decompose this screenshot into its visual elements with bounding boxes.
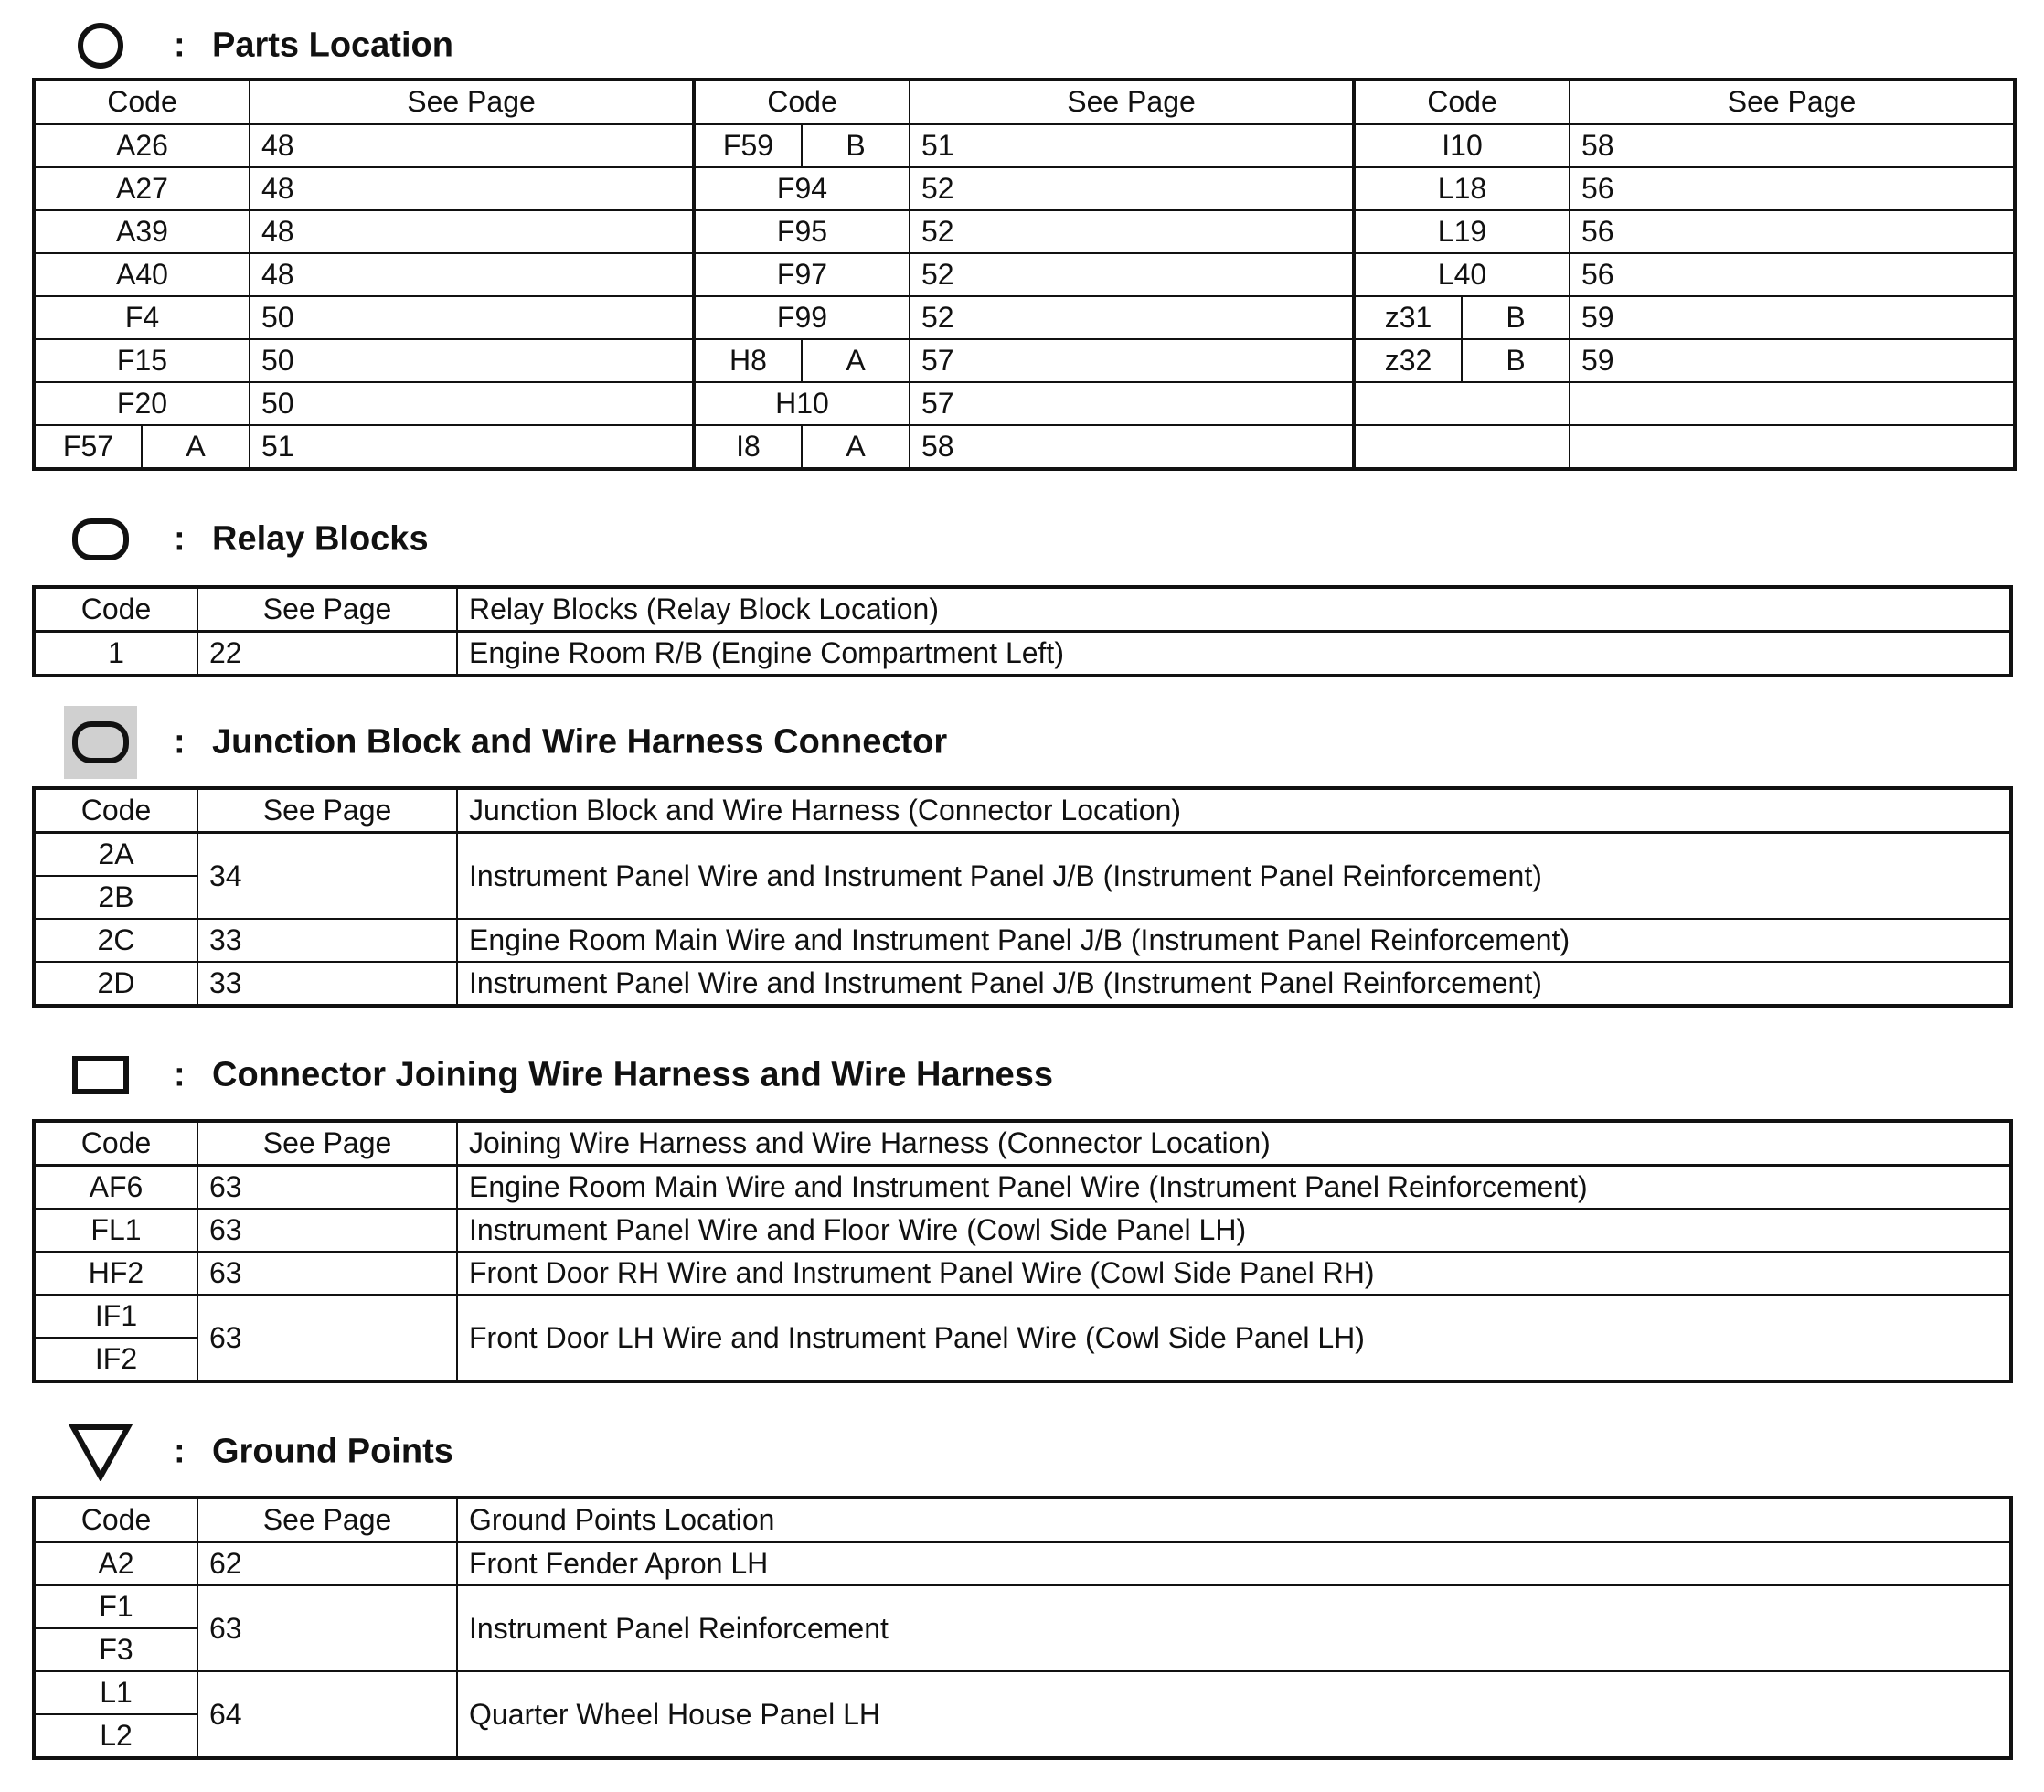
section-title: Junction Block and Wire Harness Connector — [212, 722, 948, 762]
shaded-rounded-rectangle-icon — [64, 706, 137, 779]
description-cell: Quarter Wheel House Panel LH — [457, 1671, 2011, 1758]
code-cell: F1 — [34, 1585, 197, 1628]
table-row — [34, 1209, 2011, 1252]
page-cell: 63 — [197, 1252, 457, 1295]
section-title: Connector Joining Wire Harness and Wire Harness — [212, 1055, 1053, 1094]
page-cell: 58 — [1570, 124, 2015, 168]
page-cell: 57 — [910, 382, 1354, 425]
column-header-code: Code — [34, 587, 197, 632]
code-cell: A26 — [34, 124, 250, 168]
page-cell: 56 — [1570, 253, 2015, 296]
code-suffix-cell: A — [802, 425, 910, 469]
description-cell: Front Door RH Wire and Instrument Panel Wire (Cowl Side Panel RH) — [457, 1252, 2011, 1295]
page-cell: 59 — [1570, 296, 2015, 339]
code-cell: 1 — [34, 632, 197, 677]
page-cell: 33 — [197, 962, 457, 1006]
page-cell: 52 — [910, 167, 1354, 210]
code-cell: IF2 — [34, 1338, 197, 1381]
page-cell: 22 — [197, 632, 457, 677]
code-cell: A39 — [34, 210, 250, 253]
code-cell: 2C — [34, 919, 197, 962]
rectangle-icon — [64, 1039, 137, 1112]
table-row — [34, 833, 2011, 877]
code-cell: A27 — [34, 167, 250, 210]
page-cell — [1570, 382, 2015, 425]
code-cell: I8 — [694, 425, 802, 469]
column-header-description: Ground Points Location — [457, 1498, 2011, 1542]
page-cell: 51 — [910, 124, 1354, 168]
page-cell: 52 — [910, 210, 1354, 253]
code-cell: F15 — [34, 339, 250, 382]
code-cell: z31 — [1354, 296, 1462, 339]
code-cell: L18 — [1354, 167, 1570, 210]
page-cell: 34 — [197, 833, 457, 920]
code-cell: L19 — [1354, 210, 1570, 253]
table-row — [34, 124, 2015, 168]
code-cell: HF2 — [34, 1252, 197, 1295]
code-suffix-cell: B — [802, 124, 910, 168]
code-cell: 2D — [34, 962, 197, 1006]
code-suffix-cell: B — [1462, 339, 1570, 382]
column-header-description: Relay Blocks (Relay Block Location) — [457, 587, 2011, 632]
column-header-description: Joining Wire Harness and Wire Harness (Connector Location) — [457, 1121, 2011, 1166]
code-cell — [1354, 425, 1570, 469]
page-cell: 63 — [197, 1166, 457, 1210]
code-cell: H8 — [694, 339, 802, 382]
table-row — [34, 253, 2015, 296]
code-cell: F57 — [34, 425, 142, 469]
page-cell: 50 — [250, 296, 694, 339]
column-header-see-page: See Page — [197, 587, 457, 632]
parts-location-table — [32, 78, 2017, 471]
description-cell: Engine Room Main Wire and Instrument Panel J/B (Instrument Panel Reinforcement) — [457, 919, 2011, 962]
code-suffix-cell: B — [1462, 296, 1570, 339]
column-header-see-page: See Page — [1570, 80, 2015, 124]
table-row — [34, 382, 2015, 425]
code-cell — [1354, 382, 1570, 425]
code-suffix-cell: A — [802, 339, 910, 382]
code-cell: z32 — [1354, 339, 1462, 382]
heading-colon: : — [174, 26, 186, 65]
heading-colon: : — [174, 1055, 186, 1094]
page-cell: 48 — [250, 167, 694, 210]
table-row — [34, 210, 2015, 253]
code-cell: A40 — [34, 253, 250, 296]
code-cell: AF6 — [34, 1166, 197, 1210]
column-header-see-page: See Page — [197, 1498, 457, 1542]
ground-points-table — [32, 1496, 2013, 1760]
description-cell: Instrument Panel Wire and Instrument Panel J/B (Instrument Panel Reinforcement) — [457, 833, 2011, 920]
description-cell: Engine Room R/B (Engine Compartment Left) — [457, 632, 2011, 677]
triangle-down-icon — [64, 1415, 137, 1488]
page-cell: 59 — [1570, 339, 2015, 382]
code-cell: F94 — [694, 167, 910, 210]
page-cell: 63 — [197, 1295, 457, 1381]
connector-joining-table — [32, 1119, 2013, 1383]
description-cell: Instrument Panel Reinforcement — [457, 1585, 2011, 1671]
table-row — [34, 962, 2011, 1006]
section-title: Parts Location — [212, 26, 453, 65]
heading-colon: : — [174, 722, 186, 762]
code-cell: IF1 — [34, 1295, 197, 1338]
page-cell: 57 — [910, 339, 1354, 382]
relay-blocks-table — [32, 585, 2013, 677]
column-header-description: Junction Block and Wire Harness (Connector Location) — [457, 788, 2011, 833]
table-row — [34, 425, 2015, 469]
code-cell: L40 — [1354, 253, 1570, 296]
page-cell: 50 — [250, 382, 694, 425]
page-cell: 52 — [910, 296, 1354, 339]
section-title: Relay Blocks — [212, 519, 429, 559]
code-cell: F99 — [694, 296, 910, 339]
code-cell: FL1 — [34, 1209, 197, 1252]
description-cell: Front Fender Apron LH — [457, 1542, 2011, 1586]
page-cell: 62 — [197, 1542, 457, 1586]
page-cell: 64 — [197, 1671, 457, 1758]
page-cell: 58 — [910, 425, 1354, 469]
table-row — [34, 632, 2011, 677]
code-cell: F97 — [694, 253, 910, 296]
header-row — [34, 587, 2011, 632]
page-cell: 63 — [197, 1585, 457, 1671]
column-header-see-page: See Page — [197, 1121, 457, 1166]
page-cell: 51 — [250, 425, 694, 469]
table-row — [34, 1542, 2011, 1586]
column-header-see-page: See Page — [250, 80, 694, 124]
code-cell: L1 — [34, 1671, 197, 1714]
column-header-see-page: See Page — [910, 80, 1354, 124]
table-row — [34, 1671, 2011, 1714]
header-row — [34, 1121, 2011, 1166]
column-header-code: Code — [34, 80, 250, 124]
column-header-code: Code — [34, 1498, 197, 1542]
header-row — [34, 1498, 2011, 1542]
column-header-code: Code — [1354, 80, 1570, 124]
code-cell: 2B — [34, 876, 197, 919]
header-row — [34, 788, 2011, 833]
table-row — [34, 1252, 2011, 1295]
column-header-see-page: See Page — [197, 788, 457, 833]
rounded-rectangle-icon — [64, 503, 137, 576]
section-title: Ground Points — [212, 1432, 453, 1471]
code-cell: F59 — [694, 124, 802, 168]
description-cell: Front Door LH Wire and Instrument Panel Wire (Cowl Side Panel LH) — [457, 1295, 2011, 1381]
table-row — [34, 167, 2015, 210]
page-cell: 50 — [250, 339, 694, 382]
page-cell: 48 — [250, 253, 694, 296]
page-cell: 33 — [197, 919, 457, 962]
page-cell: 48 — [250, 124, 694, 168]
code-cell: F4 — [34, 296, 250, 339]
code-cell: F20 — [34, 382, 250, 425]
page-cell: 48 — [250, 210, 694, 253]
description-cell: Instrument Panel Wire and Floor Wire (Cowl Side Panel LH) — [457, 1209, 2011, 1252]
code-cell: 2A — [34, 833, 197, 877]
table-row — [34, 339, 2015, 382]
description-cell: Instrument Panel Wire and Instrument Panel J/B (Instrument Panel Reinforcement) — [457, 962, 2011, 1006]
table-row — [34, 1585, 2011, 1628]
circle-icon — [64, 9, 137, 82]
column-header-code: Code — [34, 1121, 197, 1166]
code-cell: L2 — [34, 1714, 197, 1758]
code-cell: F3 — [34, 1628, 197, 1671]
table-row — [34, 1166, 2011, 1210]
header-row — [34, 80, 2015, 124]
code-suffix-cell: A — [142, 425, 250, 469]
heading-colon: : — [174, 519, 186, 559]
table-row — [34, 1295, 2011, 1338]
page-cell: 52 — [910, 253, 1354, 296]
table-row — [34, 919, 2011, 962]
page-cell: 56 — [1570, 167, 2015, 210]
heading-colon: : — [174, 1432, 186, 1471]
code-cell: H10 — [694, 382, 910, 425]
code-cell: I10 — [1354, 124, 1570, 168]
page-cell: 63 — [197, 1209, 457, 1252]
page-cell — [1570, 425, 2015, 469]
column-header-code: Code — [694, 80, 910, 124]
code-cell: F95 — [694, 210, 910, 253]
page-cell: 56 — [1570, 210, 2015, 253]
column-header-code: Code — [34, 788, 197, 833]
junction-block-table — [32, 786, 2013, 1008]
table-row — [34, 296, 2015, 339]
code-cell: A2 — [34, 1542, 197, 1586]
description-cell: Engine Room Main Wire and Instrument Panel Wire (Instrument Panel Reinforcement) — [457, 1166, 2011, 1210]
